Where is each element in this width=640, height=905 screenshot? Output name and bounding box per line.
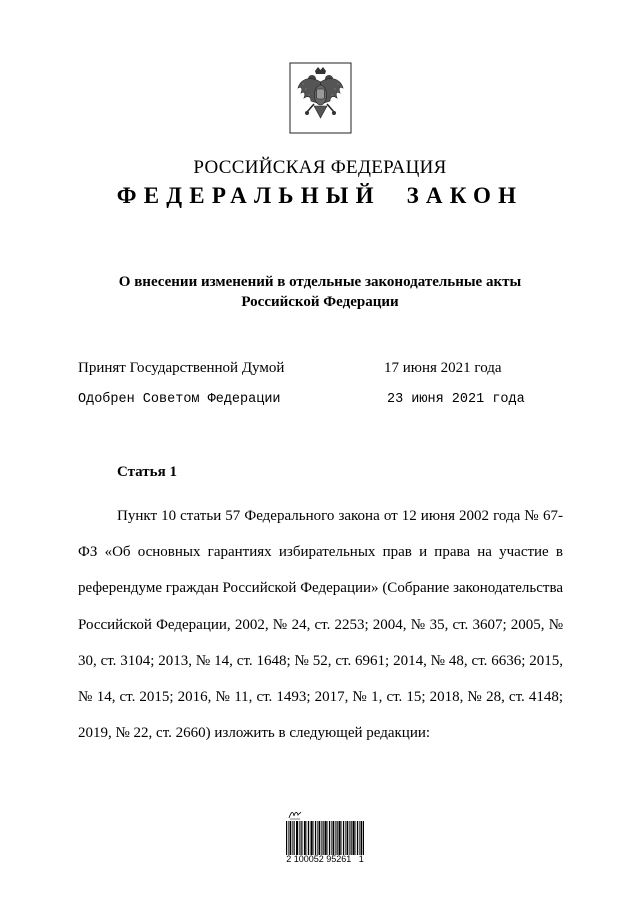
- article-heading: Статья 1: [117, 464, 177, 480]
- country-name: РОССИЙСКАЯ ФЕДЕРАЦИЯ: [193, 157, 447, 178]
- law-type-heading: ФЕДЕРАЛЬНЫЙ ЗАКОН: [116, 183, 524, 208]
- coat-of-arms-emblem: [289, 62, 352, 134]
- adopted-by-duma-label: Принят Государственной Думой: [78, 360, 285, 376]
- article-body-text: Пункт 10 статьи 57 Федерального закона от 12 июня 2002 года № 67-ФЗ «Об основных гарантиях избирательных прав и права на участие в референдуме граждан Российской Федерации» (Собрание законодательства Российской Федерации, 2002, № 24, ст. 2253; 2004, № 35, ст. 3607; 2005, № 30, ст. 3104; 2013, № 14, ст. 1648; № 52, ст. 6961; 2014, № 48, ст. 6636; 2015, № 14, ст. 2015; 2016, № 11, ст. 1493; 2017, № 1, ст. 15; 2018, № 28, ст. 4148; 2019, № 22, ст. 2660) изложить в следующей редакции:: [78, 508, 563, 742]
- law-title-line-2: Российской Федерации: [241, 294, 399, 310]
- approved-by-council-date: 23 июня 2021 года: [387, 392, 525, 407]
- document-barcode-block: [280, 808, 370, 868]
- coat-of-arms-icon: [289, 62, 352, 134]
- signature-initials-icon: [288, 808, 302, 820]
- approved-by-council-label: Одобрен Советом Федерации: [78, 392, 281, 407]
- barcode-icon: [286, 821, 364, 855]
- law-title-line-1: О внесении изменений в отдельные законодательные акты: [118, 274, 522, 290]
- adopted-by-duma-date: 17 июня 2021 года: [384, 360, 502, 376]
- law-title: [0, 272, 640, 312]
- barcode-number: 2 100052 95261 1: [286, 854, 364, 864]
